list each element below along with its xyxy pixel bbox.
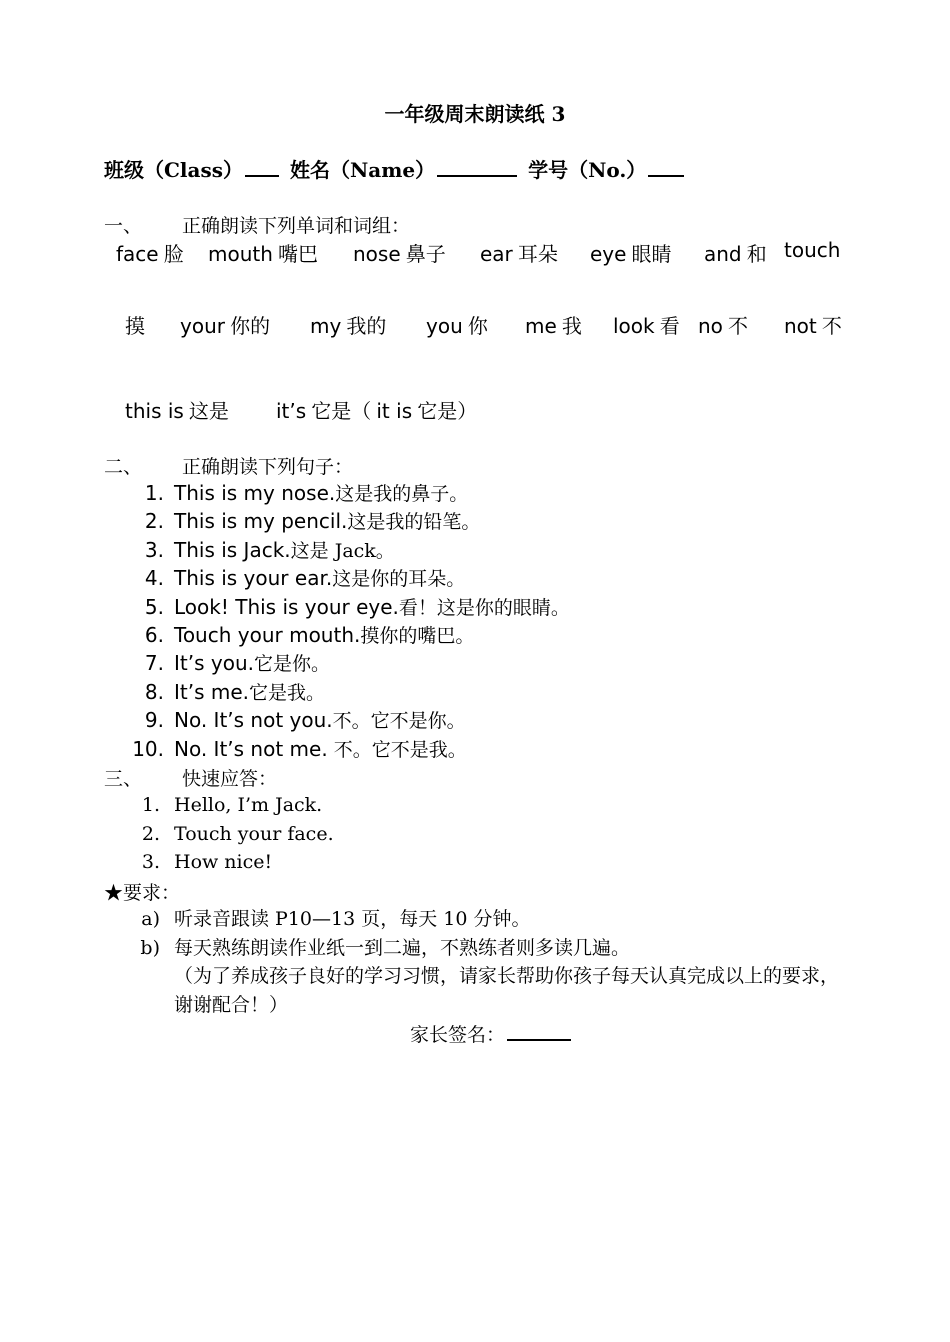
worksheet-page: 一年级周末朗读纸 3 班级（Class） 姓名（Name） 学号（No.） 一、 正确朗读下列单词和词组： face 脸 mouth 嘴巴 nose 鼻子 ear 耳朵 eye 眼睛 and 和 touch 摸 your 你的 my 我的 you 你 me 我 look 看 no 不 not 不 this is 这是 it’s 它是（ it is 它是） 二、 正确朗读下列句子： 1. This is my nose.这是我的鼻子。 2. This is my pencil.这是我的铅笔。 3. This is Jack.这是 Jack。 4. This is your ear.这是你的耳朵。 5. Look! This is your eye.看！这是你的眼睛。 6. Touch your mouth.摸你的嘴巴。 7. It’s you.它是你。 8. It’s me.它是我。 9. No. It’s not you.不。它不是你。 10. No. It’s not me. 不。它不是我。 三、 快速应答： 1. Hello, I’m Jack. 2. Touch your face. 3. How nice! ★要求： a) 听录音跟读 P10—13 页，每天 10 分钟。 b) 每天熟练朗读作业纸一到二遍，不熟练者则多读几遍。 （为了养成孩子良好的学习习惯，请家长帮助你孩子每天认真完成以上的要求，谢谢配合！） 家长签名：: [0, 0, 950, 1342]
name-label: 姓名（Name）: [289, 158, 436, 182]
signature-label: 家长签名：: [410, 1024, 506, 1046]
section-1-title: 正确朗读下列单词和词组：: [182, 215, 411, 237]
parent-signature-line: [410, 1020, 575, 1047]
word-item: face 脸: [116, 242, 184, 266]
word-item: touch: [784, 238, 841, 262]
word-item: 摸: [125, 314, 145, 338]
word-item: it’s 它是（ it is 它是）: [276, 399, 478, 423]
section-2-title: 正确朗读下列句子：: [182, 456, 354, 478]
class-blank: [245, 157, 279, 177]
signature-blank: [507, 1021, 571, 1041]
word-item: not 不: [784, 314, 842, 338]
parent-note: （为了养成孩子良好的学习习惯，请家长帮助你孩子每天认真完成以上的要求，谢谢配合！）: [174, 965, 840, 1016]
name-blank: [437, 157, 517, 177]
section-1-heading: [104, 211, 410, 238]
word-item: nose 鼻子: [353, 242, 446, 266]
section-3-title: 快速应答：: [182, 768, 278, 790]
word-item: me 我: [525, 314, 582, 338]
no-label: 学号（No.）: [528, 158, 647, 182]
word-item: your 你的: [180, 314, 271, 338]
word-item: mouth 嘴巴: [208, 242, 319, 266]
section-3-heading: [104, 764, 277, 791]
word-item: eye 眼睛: [590, 242, 672, 266]
word-item: no 不: [698, 314, 749, 338]
section-2-heading: [104, 452, 353, 479]
section-2-number: 二、: [104, 456, 143, 478]
class-label: 班级（Class）: [104, 158, 243, 182]
section-1-number: 一、: [104, 215, 143, 237]
student-info-line: [104, 154, 688, 183]
word-item: and 和: [704, 242, 767, 266]
word-item: you 你: [426, 314, 488, 338]
word-item: look 看: [613, 314, 680, 338]
page-title: 一年级周末朗读纸 3: [384, 102, 566, 126]
section-3-number: 三、: [104, 768, 143, 790]
word-item: ear 耳朵: [480, 242, 558, 266]
no-blank: [648, 157, 684, 177]
word-item: this is 这是: [125, 399, 229, 423]
requirements-heading: ★要求：: [104, 882, 181, 904]
word-item: my 我的: [310, 314, 387, 338]
